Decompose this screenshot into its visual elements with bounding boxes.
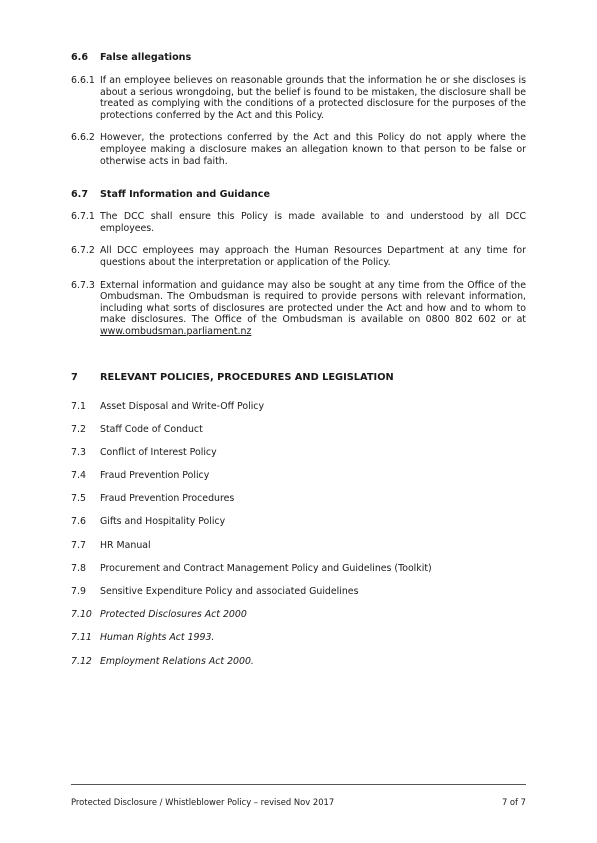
item-text: Fraud Prevention Policy [100,470,210,482]
item-number: 7.11 [71,632,92,644]
item-number: 7.10 [71,609,92,621]
list-item [71,493,526,516]
ombudsman-link[interactable]: www.ombudsman.parliament.nz [100,325,252,337]
item-text: Sensitive Expenditure Policy and associated Guidelines [100,586,359,597]
list-item [71,401,526,424]
item-number: 7.1 [71,400,86,412]
paragraph-body [100,280,526,338]
item-text: Fraud Prevention Procedures [100,493,235,505]
item-text: HR Manual [100,539,151,551]
item-text: Gifts and Hospitality Policy [100,516,226,528]
paragraph-6-7-3 [71,280,526,338]
heading-6-6 [71,52,526,64]
list-item [71,470,526,493]
item-number: 7.5 [71,493,86,505]
item-number: 7.7 [71,539,86,551]
item-number: 7.9 [71,586,86,597]
item-number: 7.12 [71,655,92,667]
item-text: Human Rights Act 1993. [100,632,215,644]
item-number: 7.2 [71,423,86,435]
list-item [71,424,526,447]
heading-number: 6.7 [71,189,88,201]
item-text: Protected Disclosures Act 2000 [100,609,247,621]
footer-divider [71,784,526,785]
item-text: Staff Code of Conduct [100,423,203,435]
footer-page-number: 7 of 7 [501,797,526,807]
footer-document-title: Protected Disclosure / Whistleblower Policy – revised Nov 2017 [71,797,335,807]
list-item [71,516,526,539]
heading-title: False allegations [100,52,192,63]
document-page [71,52,526,679]
paragraph-6-7-1 [71,211,526,234]
paragraph-number: 6.7.1 [71,211,95,223]
heading-number: 6.6 [71,52,88,63]
heading-title: RELEVANT POLICIES, PROCEDURES AND LEGISLATION [100,371,394,383]
paragraph-number: 6.6.1 [71,75,95,86]
item-number: 7.8 [71,562,86,574]
item-text: Procurement and Contract Management Policy and Guidelines (Toolkit) [100,562,432,574]
policy-list [71,401,526,679]
paragraph-text: However, the protections conferred by the Act and this Policy do not apply where the employee making a disclosure makes an allegation known to that person to be false or otherwise acts in bad faith. [100,132,526,167]
paragraph-text: If an employee believes on reasonable grounds that the information he or she discloses is about a serious wrongdoing, but the belief is found to be mistaken, the disclosure shall be treated as complying with the conditions of a protected disclosure for the purposes of the protections conferred by the Act and this Policy. [100,75,526,121]
item-number: 7.4 [71,470,86,482]
heading-number: 7 [71,371,78,383]
item-number: 7.3 [71,446,86,458]
item-number: 7.6 [71,516,86,528]
list-item [71,632,526,655]
heading-title: Staff Information and Guidance [100,189,270,201]
item-text: Conflict of Interest Policy [100,446,217,458]
heading-7 [71,372,526,384]
list-item [71,609,526,632]
paragraph-number: 6.7.3 [71,279,95,291]
list-item [71,563,526,586]
page-footer [71,797,526,807]
paragraph-text: External information and guidance may also be sought at any time from the Office of the Ombudsman. The Ombudsman is required to provide persons with relevant information, including what sorts of disclosures are protected under the Act and how and to whom to make disclosures. The Office of the Ombudsman is available on 0800 802 602 or at [100,279,526,326]
item-text: Asset Disposal and Write-Off Policy [100,400,265,412]
paragraph-6-6-1 [71,75,526,121]
item-text: Employment Relations Act 2000. [100,655,254,667]
list-item [71,447,526,470]
paragraph-text: The DCC shall ensure this Policy is made available to and understood by all DCC employees. [100,211,526,234]
list-item [71,586,526,609]
list-item [71,540,526,563]
list-item [71,656,526,679]
paragraph-6-6-2 [71,132,526,167]
heading-6-7 [71,189,526,201]
paragraph-6-7-2 [71,245,526,268]
paragraph-text: All DCC employees may approach the Human Resources Department at any time for questions about the interpretation or application of the Policy. [100,245,526,268]
paragraph-number: 6.7.2 [71,245,95,257]
paragraph-number: 6.6.2 [71,132,95,144]
